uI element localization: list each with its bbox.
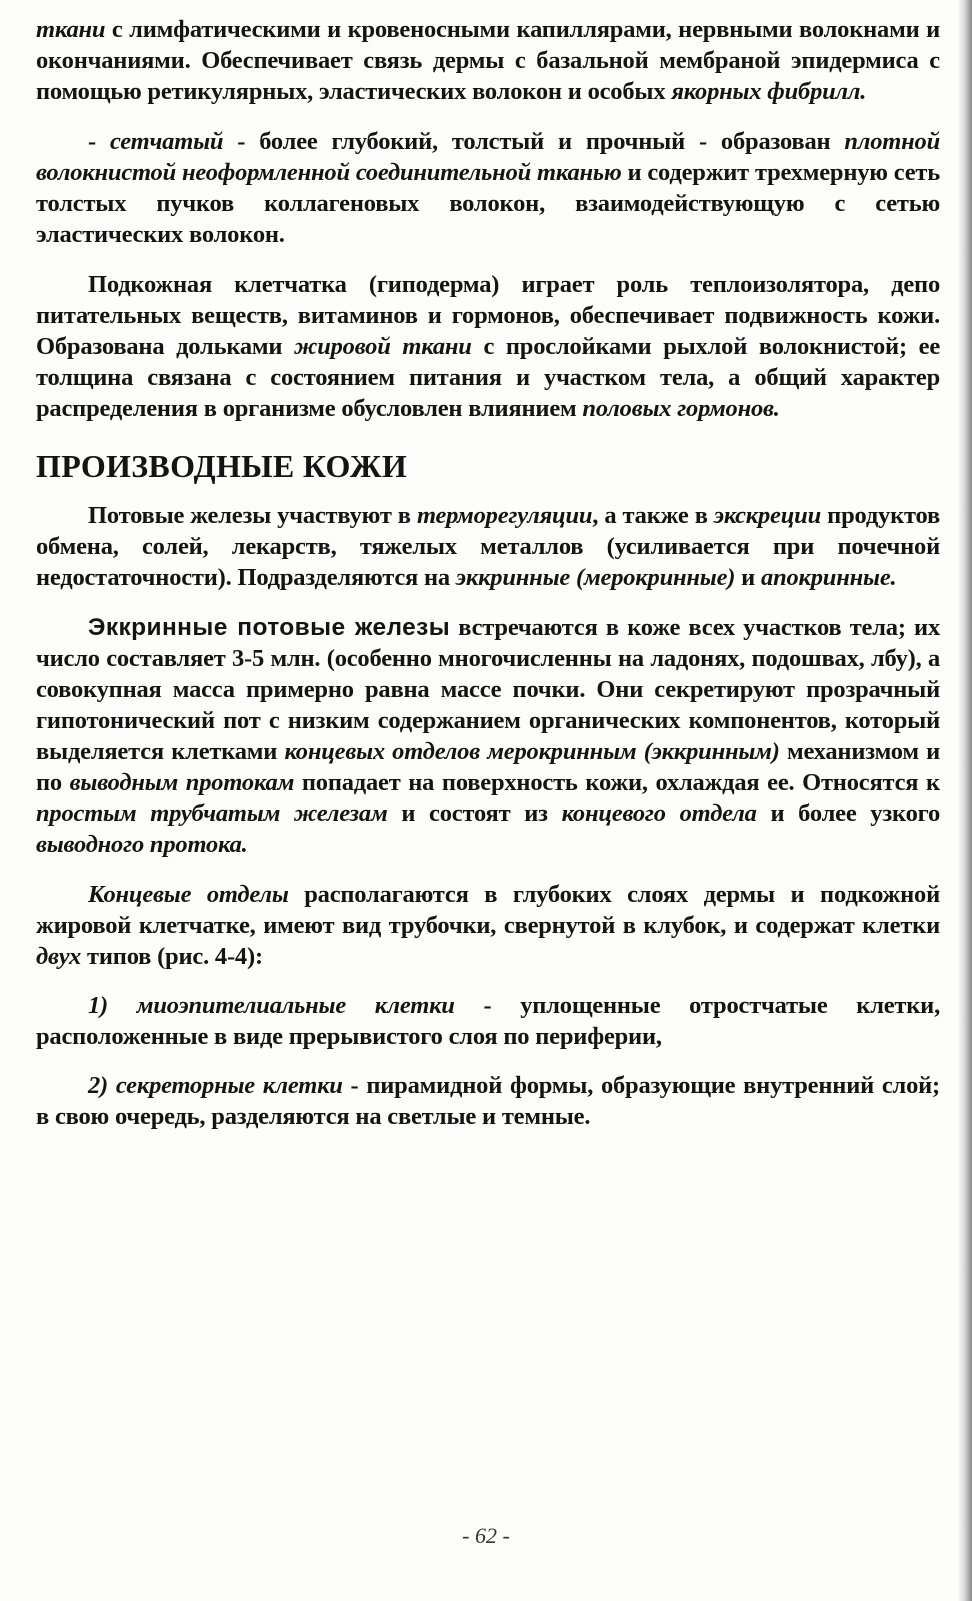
- paragraph-hypodermis: [36, 269, 940, 424]
- list-item-myoepithelial: [36, 990, 940, 1052]
- text-run: попадает на поверхность кожи, охлаждая ее. Относятся к: [294, 769, 940, 796]
- text-run: , а также в: [592, 502, 714, 529]
- text-run: участвуют в: [271, 502, 417, 529]
- text-run: механизмом и по: [36, 738, 940, 796]
- text-run: с прослойками рыхлой волокнистой; ее толщина связана с состоянием питания и участком тела, а общий характер распределения в организме обусловлен влиянием: [36, 333, 940, 422]
- text-run: и более узкого: [756, 800, 941, 827]
- italic-term: концевых отделов мерокринным (эккринным): [284, 738, 780, 765]
- text-run: играет роль теплоизолятора, депо питательных веществ, витаминов и гормонов, обеспечивает подвижность кожи. Образована дольками: [36, 271, 940, 360]
- text-run: встречаются в коже всех участков тела; их число составляет 3-5 млн. (особенно многочисленны на ладонях, подошвах, лбу), а совокупная масса примерно равна массе почки. Они секретируют прозрачный гипотонический пот с низким содержанием органических компонентов, который выделяется клетками: [36, 614, 941, 765]
- italic-term: эккринные (мерокринные): [455, 564, 736, 591]
- text-run: и содержит трехмерную сеть толстых пучков коллагеновых волокон, взаимодействующую с сетью эластических волокон.: [36, 159, 940, 248]
- italic-term: апокринные.: [761, 564, 897, 591]
- paragraph-eccrine-glands: [36, 612, 940, 860]
- section-heading: ПРОИЗВОДНЫЕ КОЖИ: [36, 448, 408, 484]
- text-run: с лимфатическими и кровеносными капиллярами, нервными волокнами и окончаниями. Обеспечивает связь дермы с базальной мембраной эпидермиса с помощью ретикулярных, эластических волокон и особых: [36, 16, 940, 105]
- paragraph-dermis-papillary-continued: [36, 14, 940, 107]
- text-run: - пирамидной формы, образующие внутренний слой; в свою очередь, разделяются на светлые и темные.: [36, 1072, 940, 1130]
- page-content: [36, 14, 940, 1132]
- italic-term: 1) миоэпителиальные клетки: [88, 992, 455, 1019]
- list-item-secretory: [36, 1070, 940, 1132]
- text-run: и: [735, 564, 762, 591]
- paragraph-reticular-layer: [36, 126, 940, 250]
- text-run: располагаются в глубоких слоях дермы и подкожной жировой клетчатке, имеют вид трубочки, свернутой в клубок, и содержат клетки: [36, 881, 940, 939]
- paragraph-sweat-glands: [36, 500, 940, 593]
- italic-term: 2) секреторные клетки: [88, 1072, 343, 1099]
- bold-term: Подкожная клетчатка (гиподерма): [88, 271, 500, 298]
- italic-term: двух: [36, 943, 82, 970]
- italic-term: жировой ткани: [294, 333, 472, 360]
- text-run: - более глубокий, толстый и прочный - образован: [223, 128, 845, 155]
- italic-term: якорных фибрилл.: [671, 78, 867, 105]
- italic-term: плотной волокнистой неоформленной соединительной тканью: [36, 128, 940, 186]
- bold-term: Эккринные потовые железы: [88, 614, 451, 641]
- text-run: и состоят из: [387, 800, 562, 827]
- dash-marker: -: [88, 128, 110, 155]
- page-number: - 62 -: [462, 1523, 510, 1548]
- italic-term: ткани: [36, 16, 106, 43]
- italic-term: Концевые отделы: [88, 881, 289, 908]
- italic-term: концевого отдела: [561, 800, 757, 827]
- italic-term: сетчатый: [109, 128, 224, 155]
- italic-term: простым трубчатым железам: [36, 800, 388, 827]
- text-run: продуктов обмена, солей, лекарств, тяжелых металлов (усиливается при почечной недостаточности). Подразделяются на: [36, 502, 940, 591]
- italic-term: половых гормонов.: [582, 395, 780, 422]
- italic-term: выводного протока.: [36, 831, 248, 858]
- text-run: типов (рис. 4-4):: [81, 943, 263, 970]
- text-run: - уплощенные отростчатые клетки, расположенные в виде прерывистого слоя по периферии,: [36, 992, 941, 1050]
- italic-term: выводным протокам: [69, 769, 295, 796]
- italic-term: терморегуляции: [416, 502, 593, 529]
- italic-term: экскреции: [713, 502, 822, 529]
- scan-shadow-edge: [958, 0, 972, 1601]
- paragraph-terminal-sections: [36, 879, 940, 972]
- bold-term: Потовые железы: [88, 502, 272, 529]
